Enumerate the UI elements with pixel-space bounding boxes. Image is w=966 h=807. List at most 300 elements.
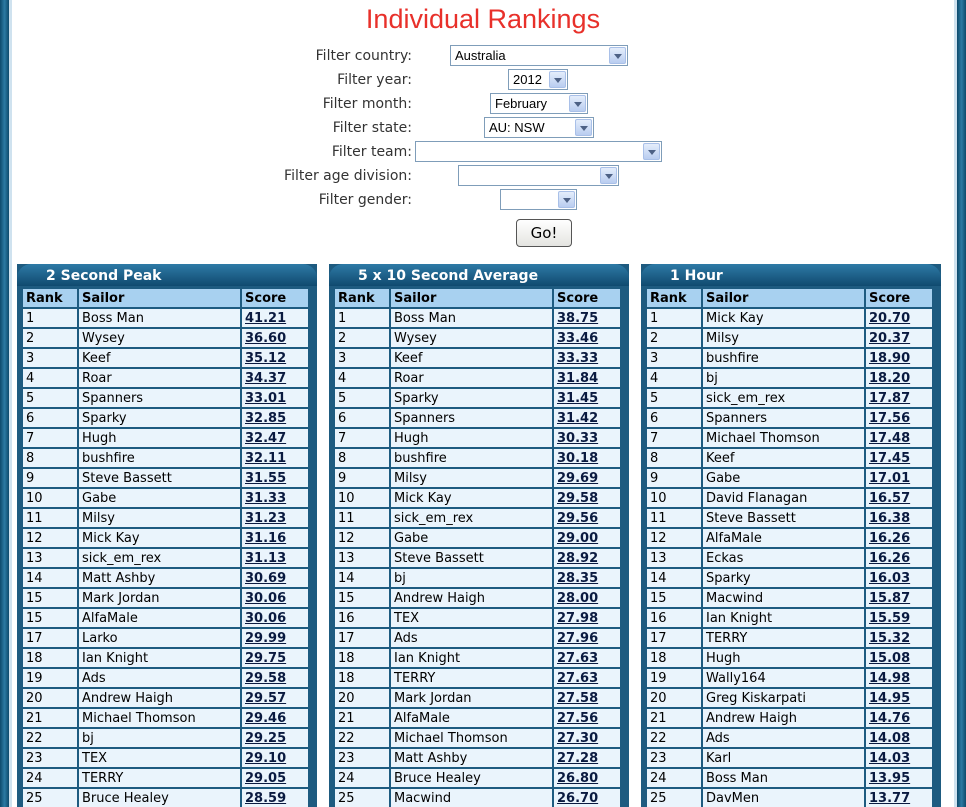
rank-cell: 18 [646, 648, 702, 668]
rank-cell: 15 [646, 588, 702, 608]
sailor-cell: Mark Jordan [78, 588, 241, 608]
sailor-cell: TERRY [78, 768, 241, 788]
score-link[interactable]: 28.59 [241, 788, 309, 807]
table-row [334, 728, 621, 748]
table-row [646, 628, 933, 648]
table-row [22, 408, 309, 428]
ranking-table [334, 288, 621, 807]
score-link[interactable]: 16.57 [865, 488, 933, 508]
rank-cell: 18 [22, 648, 78, 668]
score-link[interactable]: 30.33 [553, 428, 621, 448]
score-link[interactable]: 15.32 [865, 628, 933, 648]
table-row [646, 348, 933, 368]
table-row [334, 328, 621, 348]
rank-cell: 24 [22, 768, 78, 788]
score-link[interactable]: 14.03 [865, 748, 933, 768]
score-link[interactable]: 17.45 [865, 448, 933, 468]
table-row [646, 488, 933, 508]
table-row [22, 368, 309, 388]
rank-cell: 12 [22, 528, 78, 548]
sailor-cell: Karl [702, 748, 865, 768]
chevron-down-icon[interactable] [643, 143, 660, 160]
table-row [22, 788, 309, 807]
sailor-cell: Gabe [702, 468, 865, 488]
sailor-cell: Mark Jordan [390, 688, 553, 708]
table-row [22, 468, 309, 488]
rank-cell: 7 [646, 428, 702, 448]
filter-gender-label: Filter gender: [318, 192, 412, 208]
score-link[interactable]: 20.70 [865, 308, 933, 328]
score-link[interactable]: 15.87 [865, 588, 933, 608]
score-link[interactable]: 33.33 [553, 348, 621, 368]
rank-cell: 18 [334, 668, 390, 688]
sailor-cell: Wysey [390, 328, 553, 348]
rank-cell: 9 [646, 468, 702, 488]
score-link[interactable]: 34.37 [241, 368, 309, 388]
filter-month-value: February [495, 96, 548, 111]
rank-cell: 7 [334, 428, 390, 448]
page-title: Individual Rankings [365, 4, 601, 34]
table-row [646, 508, 933, 528]
score-link[interactable]: 29.00 [553, 528, 621, 548]
table-row [22, 348, 309, 368]
sailor-cell: Milsy [702, 328, 865, 348]
score-link[interactable]: 28.92 [553, 548, 621, 568]
filter-country-row [0, 45, 966, 67]
sailor-cell: David Flanagan [702, 488, 865, 508]
sailor-cell: Roar [390, 368, 553, 388]
ranking-table [22, 288, 309, 807]
sailor-cell: Boss Man [78, 308, 241, 328]
table-row [22, 488, 309, 508]
rank-cell: 2 [646, 328, 702, 348]
rank-cell: 2 [334, 328, 390, 348]
score-link[interactable]: 29.05 [241, 768, 309, 788]
score-link[interactable]: 15.59 [865, 608, 933, 628]
score-link[interactable]: 27.56 [553, 708, 621, 728]
score-link[interactable]: 33.01 [241, 388, 309, 408]
sailor-cell: Michael Thomson [702, 428, 865, 448]
rank-cell: 17 [646, 628, 702, 648]
score-link[interactable]: 29.69 [553, 468, 621, 488]
table-row [22, 388, 309, 408]
table-row [646, 728, 933, 748]
score-link[interactable]: 29.25 [241, 728, 309, 748]
rank-cell: 24 [646, 768, 702, 788]
score-link[interactable]: 27.96 [553, 628, 621, 648]
sailor-cell: Sparky [702, 568, 865, 588]
filter-year-select[interactable] [508, 69, 568, 90]
rank-cell: 18 [334, 648, 390, 668]
chevron-down-icon[interactable] [609, 47, 626, 64]
table-row [334, 568, 621, 588]
table-row [334, 608, 621, 628]
filter-state-value: AU: NSW [489, 120, 545, 135]
rank-cell: 6 [22, 408, 78, 428]
rank-cell: 15 [22, 608, 78, 628]
sailor-cell: Keef [390, 348, 553, 368]
sailor-cell: Gabe [78, 488, 241, 508]
filter-year-row [0, 69, 966, 91]
panel-title: 2 Second Peak [17, 264, 317, 286]
score-link[interactable]: 29.58 [241, 668, 309, 688]
score-link[interactable]: 14.08 [865, 728, 933, 748]
rank-cell: 1 [334, 308, 390, 328]
filter-state-label: Filter state: [332, 120, 412, 136]
score-link[interactable]: 29.56 [553, 508, 621, 528]
rank-cell: 10 [334, 488, 390, 508]
score-link[interactable]: 36.60 [241, 328, 309, 348]
sailor-cell: Andrew Haigh [390, 588, 553, 608]
rank-cell: 13 [646, 548, 702, 568]
table-row [646, 468, 933, 488]
score-link[interactable]: 32.11 [241, 448, 309, 468]
score-link[interactable]: 31.45 [553, 388, 621, 408]
sailor-cell: Bruce Healey [390, 768, 553, 788]
column-header-score: Score [241, 288, 309, 308]
table-row [334, 468, 621, 488]
table-row [334, 408, 621, 428]
sailor-cell: Macwind [702, 588, 865, 608]
rank-cell: 8 [334, 448, 390, 468]
table-row [334, 368, 621, 388]
column-header-score: Score [553, 288, 621, 308]
score-link[interactable]: 16.26 [865, 528, 933, 548]
score-link[interactable]: 20.37 [865, 328, 933, 348]
score-link[interactable]: 31.84 [553, 368, 621, 388]
sailor-cell: Michael Thomson [390, 728, 553, 748]
sailor-cell: Mick Kay [390, 488, 553, 508]
sailor-cell: Mick Kay [78, 528, 241, 548]
rank-cell: 20 [334, 688, 390, 708]
table-row [334, 308, 621, 328]
score-link[interactable]: 27.63 [553, 668, 621, 688]
ranking-panel [17, 264, 317, 807]
score-link[interactable]: 15.08 [865, 648, 933, 668]
score-link[interactable]: 35.12 [241, 348, 309, 368]
rank-cell: 1 [646, 308, 702, 328]
score-link[interactable]: 27.63 [553, 648, 621, 668]
sailor-cell: bushfire [78, 448, 241, 468]
table-row [646, 308, 933, 328]
rank-cell: 17 [334, 628, 390, 648]
score-link[interactable]: 27.58 [553, 688, 621, 708]
rank-cell: 22 [22, 728, 78, 748]
score-link[interactable]: 18.20 [865, 368, 933, 388]
table-row [22, 308, 309, 328]
score-link[interactable]: 13.95 [865, 768, 933, 788]
score-link[interactable]: 29.99 [241, 628, 309, 648]
rank-cell: 8 [22, 448, 78, 468]
sailor-cell: Spanners [78, 388, 241, 408]
column-header-rank: Rank [646, 288, 702, 308]
table-row [334, 428, 621, 448]
table-row [646, 448, 933, 468]
filter-month-label: Filter month: [322, 96, 412, 112]
rank-cell: 22 [334, 728, 390, 748]
table-row [334, 628, 621, 648]
rank-cell: 19 [646, 668, 702, 688]
sailor-cell: Ian Knight [78, 648, 241, 668]
filter-year-value: 2012 [513, 72, 542, 87]
score-link[interactable]: 14.76 [865, 708, 933, 728]
sailor-cell: TEX [390, 608, 553, 628]
score-link[interactable]: 28.35 [553, 568, 621, 588]
table-row [334, 788, 621, 807]
rank-cell: 23 [646, 748, 702, 768]
score-link[interactable]: 32.85 [241, 408, 309, 428]
rank-cell: 11 [334, 508, 390, 528]
score-link[interactable]: 38.75 [553, 308, 621, 328]
table-row [334, 528, 621, 548]
score-link[interactable]: 28.00 [553, 588, 621, 608]
filter-age-select[interactable] [458, 165, 619, 186]
sailor-cell: bushfire [390, 448, 553, 468]
rank-cell: 16 [334, 608, 390, 628]
column-header-score: Score [865, 288, 933, 308]
score-link[interactable]: 14.95 [865, 688, 933, 708]
chevron-down-icon[interactable] [549, 71, 566, 88]
rank-cell: 14 [22, 568, 78, 588]
score-link[interactable]: 17.87 [865, 388, 933, 408]
column-header-rank: Rank [22, 288, 78, 308]
score-link[interactable]: 18.90 [865, 348, 933, 368]
sailor-cell: DavMen [702, 788, 865, 807]
sailor-cell: sick_em_rex [78, 548, 241, 568]
table-row [22, 708, 309, 728]
score-link[interactable]: 16.03 [865, 568, 933, 588]
sailor-cell: bushfire [702, 348, 865, 368]
rank-cell: 15 [334, 588, 390, 608]
rank-cell: 10 [22, 488, 78, 508]
sailor-cell: Spanners [702, 408, 865, 428]
table-row [646, 368, 933, 388]
sailor-cell: Milsy [78, 508, 241, 528]
sailor-cell: Matt Ashby [78, 568, 241, 588]
score-link[interactable]: 31.23 [241, 508, 309, 528]
table-row [22, 428, 309, 448]
score-link[interactable]: 30.06 [241, 608, 309, 628]
filter-gender-select[interactable] [500, 189, 577, 210]
score-link[interactable]: 31.55 [241, 468, 309, 488]
sailor-cell: Andrew Haigh [702, 708, 865, 728]
filter-age-row [0, 165, 966, 187]
sailor-cell: Steve Bassett [702, 508, 865, 528]
table-row [22, 588, 309, 608]
rank-cell: 17 [22, 628, 78, 648]
filter-country-select[interactable] [450, 45, 628, 66]
score-link[interactable]: 17.48 [865, 428, 933, 448]
table-row [334, 348, 621, 368]
filter-team-label: Filter team: [331, 144, 412, 160]
score-link[interactable]: 29.57 [241, 688, 309, 708]
score-link[interactable]: 17.01 [865, 468, 933, 488]
table-row [646, 788, 933, 807]
sailor-cell: Bruce Healey [78, 788, 241, 807]
sailor-cell: Wysey [78, 328, 241, 348]
score-link[interactable]: 30.18 [553, 448, 621, 468]
score-link[interactable]: 32.47 [241, 428, 309, 448]
sailor-cell: Hugh [78, 428, 241, 448]
sailor-cell: Andrew Haigh [78, 688, 241, 708]
filter-team-select[interactable] [415, 141, 662, 162]
rank-cell: 3 [646, 348, 702, 368]
filter-year-label: Filter year: [337, 72, 412, 88]
table-row [646, 608, 933, 628]
table-row [334, 708, 621, 728]
filter-state-select[interactable] [484, 117, 594, 138]
rank-cell: 20 [22, 688, 78, 708]
rank-cell: 25 [334, 788, 390, 807]
score-link[interactable]: 16.38 [865, 508, 933, 528]
score-link[interactable]: 13.77 [865, 788, 933, 807]
table-row [646, 768, 933, 788]
table-row [22, 608, 309, 628]
filter-month-select[interactable] [490, 93, 588, 114]
table-row [22, 568, 309, 588]
score-link[interactable]: 26.80 [553, 768, 621, 788]
score-link[interactable]: 14.98 [865, 668, 933, 688]
rank-cell: 3 [22, 348, 78, 368]
score-link[interactable]: 27.98 [553, 608, 621, 628]
score-link[interactable]: 29.46 [241, 708, 309, 728]
chevron-down-icon[interactable] [600, 167, 617, 184]
filter-age-label: Filter age division: [284, 168, 412, 184]
score-link[interactable]: 41.21 [241, 308, 309, 328]
score-link[interactable]: 31.16 [241, 528, 309, 548]
sailor-cell: Sparky [78, 408, 241, 428]
sailor-cell: Ads [78, 668, 241, 688]
score-link[interactable]: 29.75 [241, 648, 309, 668]
sailor-cell: sick_em_rex [702, 388, 865, 408]
table-row [646, 528, 933, 548]
table-row [334, 588, 621, 608]
table-row [22, 728, 309, 748]
table-row [334, 488, 621, 508]
filter-gender-row [0, 189, 966, 211]
sailor-cell: Ian Knight [390, 648, 553, 668]
sailor-cell: AlfaMale [390, 708, 553, 728]
sailor-cell: bj [78, 728, 241, 748]
sailor-cell: bj [390, 568, 553, 588]
rank-cell: 6 [646, 408, 702, 428]
rank-cell: 21 [646, 708, 702, 728]
sailor-cell: Wally164 [702, 668, 865, 688]
sailor-cell: TEX [78, 748, 241, 768]
rank-cell: 19 [22, 668, 78, 688]
table-row [646, 668, 933, 688]
rank-cell: 14 [334, 568, 390, 588]
column-header-sailor: Sailor [78, 288, 241, 308]
table-row [22, 548, 309, 568]
sailor-cell: Keef [702, 448, 865, 468]
table-row [334, 448, 621, 468]
sailor-cell: Ads [390, 628, 553, 648]
score-link[interactable]: 17.56 [865, 408, 933, 428]
score-link[interactable]: 31.42 [553, 408, 621, 428]
sailor-cell: Eckas [702, 548, 865, 568]
column-header-sailor: Sailor [702, 288, 865, 308]
table-row [22, 508, 309, 528]
table-row [22, 768, 309, 788]
sailor-cell: Milsy [390, 468, 553, 488]
rank-cell: 11 [22, 508, 78, 528]
rank-cell: 12 [646, 528, 702, 548]
sailor-cell: Steve Bassett [78, 468, 241, 488]
rank-cell: 24 [334, 768, 390, 788]
table-row [22, 628, 309, 648]
score-link[interactable]: 31.13 [241, 548, 309, 568]
table-row [646, 588, 933, 608]
rank-cell: 15 [22, 588, 78, 608]
rank-cell: 11 [646, 508, 702, 528]
filter-country-label: Filter country: [315, 48, 412, 64]
score-link[interactable]: 30.69 [241, 568, 309, 588]
table-row [646, 648, 933, 668]
filter-country-value: Australia [455, 48, 506, 63]
table-row [334, 508, 621, 528]
table-row [22, 688, 309, 708]
chevron-down-icon[interactable] [569, 95, 586, 112]
table-row [646, 708, 933, 728]
rank-cell: 6 [334, 408, 390, 428]
chevron-down-icon[interactable] [558, 191, 575, 208]
rank-cell: 23 [334, 748, 390, 768]
score-link[interactable]: 27.28 [553, 748, 621, 768]
table-row [334, 748, 621, 768]
score-link[interactable]: 29.58 [553, 488, 621, 508]
rank-cell: 13 [334, 548, 390, 568]
table-row [334, 388, 621, 408]
rank-cell: 5 [646, 388, 702, 408]
sailor-cell: Hugh [390, 428, 553, 448]
table-row [646, 748, 933, 768]
rank-cell: 25 [22, 788, 78, 807]
score-link[interactable]: 27.30 [553, 728, 621, 748]
go-button[interactable]: Go! [516, 219, 572, 247]
sailor-cell: Gabe [390, 528, 553, 548]
score-link[interactable]: 33.46 [553, 328, 621, 348]
table-row [334, 688, 621, 708]
score-link[interactable]: 29.10 [241, 748, 309, 768]
table-row [646, 388, 933, 408]
rank-cell: 8 [646, 448, 702, 468]
score-link[interactable]: 16.26 [865, 548, 933, 568]
table-row [646, 408, 933, 428]
table-header-row [646, 288, 933, 308]
filter-month-row [0, 93, 966, 115]
rank-cell: 4 [22, 368, 78, 388]
rank-cell: 10 [646, 488, 702, 508]
rank-cell: 5 [334, 388, 390, 408]
sailor-cell: Spanners [390, 408, 553, 428]
rank-cell: 12 [334, 528, 390, 548]
chevron-down-icon[interactable] [575, 119, 592, 136]
score-link[interactable]: 26.70 [553, 788, 621, 807]
score-link[interactable]: 30.06 [241, 588, 309, 608]
table-row [22, 748, 309, 768]
table-row [646, 568, 933, 588]
rank-cell: 22 [646, 728, 702, 748]
table-row [334, 768, 621, 788]
sailor-cell: AlfaMale [78, 608, 241, 628]
score-link[interactable]: 31.33 [241, 488, 309, 508]
sailor-cell: Steve Bassett [390, 548, 553, 568]
sailor-cell: sick_em_rex [390, 508, 553, 528]
table-row [334, 648, 621, 668]
table-row [22, 668, 309, 688]
column-header-sailor: Sailor [390, 288, 553, 308]
